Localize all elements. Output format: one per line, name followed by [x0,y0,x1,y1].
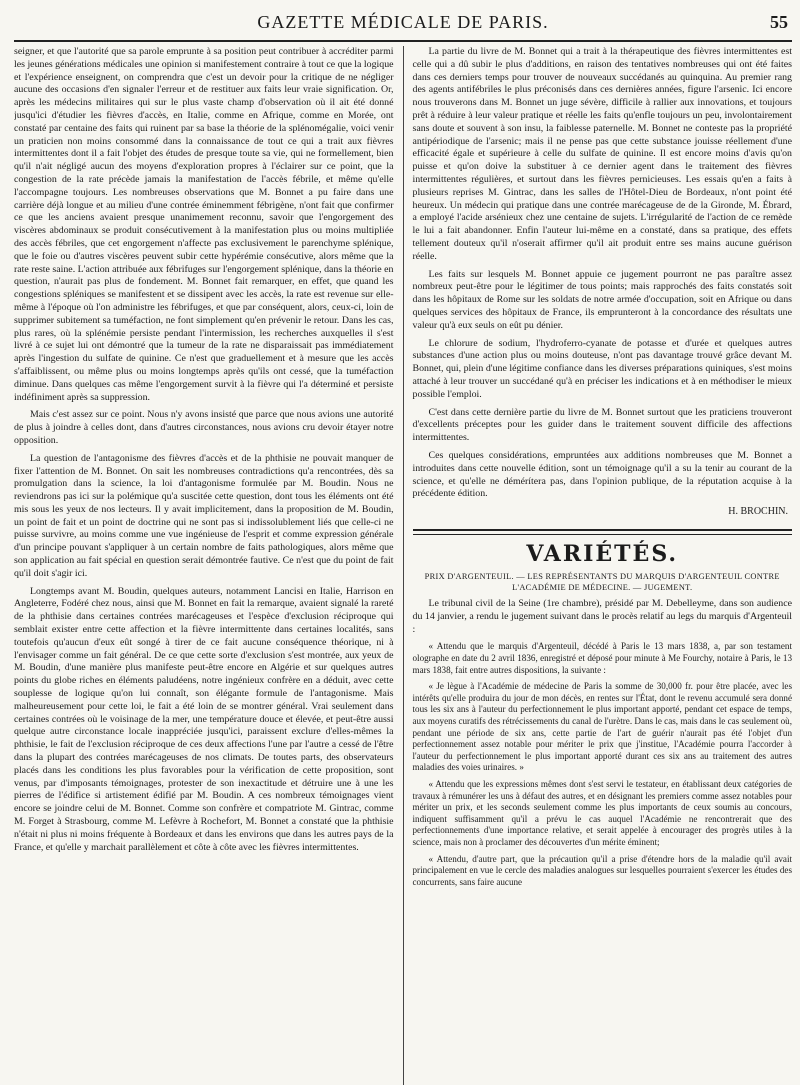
judgment-paragraph: « Attendu que le marquis d'Argenteuil, décédé à Paris le 13 mars 1838, a, par son testament olographe en date du 2 avril 1836, enregistré et déposé pour minute à Me Fourchy, notaire à Paris, le 13 mars 1838, fait entre autres dispositions, la suivante : [412,641,792,675]
section-divider [413,529,793,535]
article-paragraph: Les faits sur lesquels M. Bonnet appuie ce jugement pourront ne pas paraître assez nombreux peut-être pour le légitimer de tous points; mais rapprochés des faits constatés soit dans les hôpitaux de Rome sur les soldats de notre armée d'occupation, soit en Afrique ou dans quelques services des hôpitaux de France, ils emprunteront à la concordance des résultats une valeur qu'à eux seuls on eût pu dénier. [412,268,792,331]
right-column [403,46,793,1085]
two-column-body [14,46,792,1085]
judgment-text [413,641,793,888]
article-paragraph: C'est dans cette dernière partie du livre de M. Bonnet surtout que les praticiens trouveront d'excellents préceptes pour les guider dans le traitement souvent difficile des affections intermittentes. [412,406,792,444]
left-column [14,46,403,1085]
page-header [14,0,792,42]
author-signature: H. BROCHIN. [728,506,788,518]
article-paragraph: La question de l'antagonisme des fièvres d'accès et de la phthisie ne pouvait manquer de fixer l'attention de M. Bonnet. On sait les nombreuses contradictions qu'a rencontrées, dès sa promulgation dans la science, la loi d'antagonisme formulée par M. Boudin. Nous ne reviendrons pas ici sur la polémique qu'a suscitée cette question, dont tous les éléments ont été mis sous les yeux de nos lecteurs. Il y avait implicitement, dans la proposition de M. Boudin, un point de fait et un point de doctrine qui ne sont pas si indissolublement liés que celle-ci ne puisse survivre, au moins comme une vue ingénieuse de l'esprit et comme expression générale d'un principe pouvant s'appliquer à un certain nombre de faits pathologiques, alors même que son application au fait spécial en question serait démontrée fautive. Ce n'est que du point de fait qu'il doit s'agir ici. [14,452,394,579]
article-paragraph: Mais c'est assez sur ce point. Nous n'y avons insisté que parce que nous avions une autorité de plus à joindre à celles dont, dans d'autres circonstances, nous avions cru devoir étayer notre opposition. [14,409,394,446]
judgment-paragraph: « Attendu, d'autre part, que la précaution qu'il a prise d'étendre hors de la maladie qu'il avait principalement en vue le cercle des maladies analogues sur lesquelles pourraient s'exercer les études des concurrents, sans faire aucune [412,853,792,887]
article-paragraph: Ces quelques considérations, empruntées aux additions nombreuses que M. Bonnet a introduites dans cette nouvelle édition, sont un témoignage qu'il a su la tenir au courant de la science, et qu'elle ne démérítera pas, dans l'opinion publique, de la réputation acquise à la précédente édition. [412,449,792,500]
article-paragraph: Le chlorure de sodium, l'hydroferro-cyanate de potasse et d'urée et quelques autres substances d'une action plus ou moins douteuse, n'ont pas davantage trouvé grâce devant M. Bonnet, qui, plein d'une légitime confiance dans les diverses préparations quiniques, s'est moins attaché à leur trouver un succédané qu'à en préciser les indications et à en méthodiser le mieux possible l'emploi. [412,337,792,400]
section-intro: Le tribunal civil de la Seine (1re chambre), présidé par M. Debelleyme, dans son audience du 14 janvier, a rendu le jugement suivant dans le procès relatif au legs du marquis d'Argenteuil : [412,598,792,635]
judgment-paragraph: « Attendu que les expressions mêmes dont s'est servi le testateur, en établissant deux catégories de travaux à rémunérer les uns à défaut des autres, et en désignant les premiers comme assez notables pour mériter un prix, et les seconds seulement comme les plus importants de ceux soumis au concours, indiquent suffisamment qu'il a prévu le cas auquel l'Académie ne rencontrerait que des perfectionnements d'une importance relative, et serait appelée à encourager des progrès utiles à la science, mais non à proclamer des découvertes d'un mérite éminent; [412,779,792,847]
article-paragraph: La partie du livre de M. Bonnet qui a trait à la thérapeutique des fièvres intermittentes est celle qui a dû subir le plus d'additions, en raison des tentatives nombreuses qui ont été faites dans ces derniers temps pour trouver de nouveaux succédanés au quinquina. Au premier rang des agents antifébriles le plus préconisés dans ces dernières années, figure l'arsenic. Ici encore nous trouverons dans M. Bonnet un juge sévère, difficile à rallier aux innovations, et toujours prêt à réduire à leur valeur pratique et réelle les faits qu'enfle toujours un peu, involontairement sans doute et souvent à son insu, la faiblesse paternelle. M. Bonnet ne conteste pas la propriété antipériodique de l'arsenic; mais il ne pense pas que cette substance jouisse réellement d'une efficacité égale et supérieure à celle du sulfate de quinine. Il est encore moins d'avis qu'on puisse et qu'on doive la substituer à ce dernier agent dans le traitement des fièvres intermittentes régulières, et surtout dans les fièvres pernicieuses. Les essais qu'en a faits à plusieurs reprises M. Gintrac, dans les salles de l'Hôtel-Dieu de Bordeaux, n'ont point été heureux. Un médecin qui pratique dans une contrée marécageuse de de la Gironde, M. Ébrard, a employé l'acide arsénieux chez une centaine de sujets. L'irrégularité de l'action de ce remède le lui a fait abandonner. Enfin l'auteur lui-même en a constaté, dans sa pratique, des effets tellement douteux qu'il n'oserait affirmer qu'il ait produit entre ses mains aucune guérison réelle. [412,46,792,262]
page-number: 55 [770,12,788,32]
journal-title: GAZETTE MÉDICALE DE PARIS. [257,12,549,32]
judgment-paragraph: « Je lègue à l'Académie de médecine de Paris la somme de 30,000 fr. pour être placée, avec les intérêts qu'elle produira du jour de mon décès, en rentes sur l'État, dont le revenu accumulé sera donné tous les six ans à l'auteur du perfectionnement le plus important apporté, pendant cet espace de temps, aux moyens curatifs des rétrécissements du canal de l'urètre. Dans le cas, mais dans le cas seulement où, pendant une période de six ans, cette partie de l'art de guérir n'aurait pas été l'objet d'un perfectionnement assez notable pour mériter le prix que j'institue, l'Académie pourra l'accorder à l'auteur du perfectionnement le plus important apporté durant ces six ans au traitement des autres maladies des voies urinaires. » [412,681,792,773]
section-subheading: PRIX D'ARGENTEUIL. — LES REPRÉSENTANTS DU MARQUIS D'ARGENTEUIL CONTRE L'ACADÉMIE DE MÉDECINE. — JUGEMENT. [424,572,780,593]
article-paragraph: seigner, et que l'autorité que sa parole emprunte à sa position peut contribuer à accréditer parmi les jeunes générations médicales une opinion si manifestement contraire à tout ce que la logique et l'expérience enseignent, on comprendra que c'est un devoir pour la critique de ne négliger aucune des occasions d'en signaler l'erreur et de restituer aux faits leur vraie signification. Or, après les médecins militaires qui sur le plus vaste champ d'observation où il ait été donné jusqu'ici d'étudier les fièvres d'accès, en Italie, comme en Afrique, comme en Morée, ont constaté par centaine des faits qui ruinent par sa base la théorie de la splénomégalie, voici venir un praticien non moins consommé dans la connaissance de tout ce qui a trait aux fièvres intermittentes dont il a fait l'objet des études de presque toute sa vie, qui ne formellement, bien qu'il n'ait négligé aucun des moyens d'exploration propres à l'éclairer sur ce point, que la congestion de la rate précède jamais la manifestation de l'accès fébrile, et même qu'elle l'accompagne toujours. Les nombreuses observations que M. Bonnet a pu faire dans une carrière déjà longue et au milieu d'une contrée éminemment fébrigène, n'ont fait que confirmer ce que les anciens avaient presque unanimement reconnu, savoir que l'engorgement des viscères abdominaux se produit consécutivement à la manifestation plus ou moins multipliée des accès fébriles, que cet engorgement n'affecte pas exclusivement le parenchyme splénique, que le foie ou d'autres viscères peuvent subir cette hypérémie consécutive, alors même que la rate reste saine. L'action attribuée aux fébrifuges sur l'engorgement splénique, dans la théorie en question, n'aurait pas plus de fondement. M. Bonnet fait remarquer, en effet, que quand les congestions spléniques se manifestent et se dissipent avec les accès, la rate est revenue sur elle-même à l'époque où l'on administre les fébrifuges, et que par conséquent, alors, ceux-ci, loin de supprimer subitement sa tuméfaction, ne font simplement qu'en prévenir le retour. Dans les cas, plus rares, où la splénémie persiste pendant l'intermission, les recherches auxquelles il s'est livré à ce sujet lui ont démontré que la tumeur de la rate ne disparaissait pas immédiatement après l'ingestion du sulfate de quinine. Ce n'est que graduellement et à mesure que les accès s'affaiblissent, ou même plus ou moins longtemps après qu'ils ont cessé, que la tuméfaction diminue. Dans quelques cas même l'engorgement survit à la fièvre qui l'a déterminé et persiste indéfiniment après sa suppression. [14,46,394,403]
section-title: VARIÉTÉS. [526,541,679,568]
article-paragraph: Longtemps avant M. Boudin, quelques auteurs, notamment Lancisi en Italie, Harrison en Angleterre, Fodéré chez nous, ainsi que M. Bonnet en fait la remarque, avaient signalé la rareté de la phthisie dans certaines contrées marécageuses et l'espèce d'exclusion réciproque qui semblait exister entre cette affection et la fièvre intermittente dans certaines localités, sans toutefois qu'aucun d'eux eût songé à tirer de ce fait aucune conséquence théorique, ni à l'envisager comme un fait général. De ce que cette sorte d'exclusion s'est montrée, aux yeux de M. Boudin, d'une manière plus manifeste peut-être encore en Algérie et sur quelques autres points du globe riches en éléments paludéens, notre ingénieux confrère en a déduit, avec cette souplesse de logique qu'on lui connaît, son élégante formule de l'antagonisme. Mais malheureusement pour cette loi, le fait a été loin de se montrer général. Vrai seulement dans certaines contrées où le voisinage de la mer, une température douce et élevée, et peut-être aussi quelque autre circonstance locale inappréciée jusqu'ici, paraissent exclure d'elles-mêmes la phthisie, le fait de l'exclusion réciproque de ces deux affections l'une par l'autre a cessé de l'être dans la plupart des contrées marécageuses de nos climats. De toutes parts, des observateurs placés dans les conditions les plus favorables pour la vérification de cette proposition, sont venus, par d'imposants témoignages, protester de son inexactitude et détruire une à une les pierres de l'édifice si artistement édifié par M. Boudin. A ces nombreux témoignages vient encore se joindre celui de M. Bonnet. Comme son confrère et compatriote M. Gintrac, comme M. Forget à Strasbourg, comme M. Lefèvre à Rochefort, M. Bonnet a constaté que la phthisie n'était ni plus ni moins fréquente à Bordeaux et dans les environs que dans les autres pays de la France, et qu'elle y marchait parallèlement et côte à côte avec les fièvres intermittentes. [14,585,394,853]
